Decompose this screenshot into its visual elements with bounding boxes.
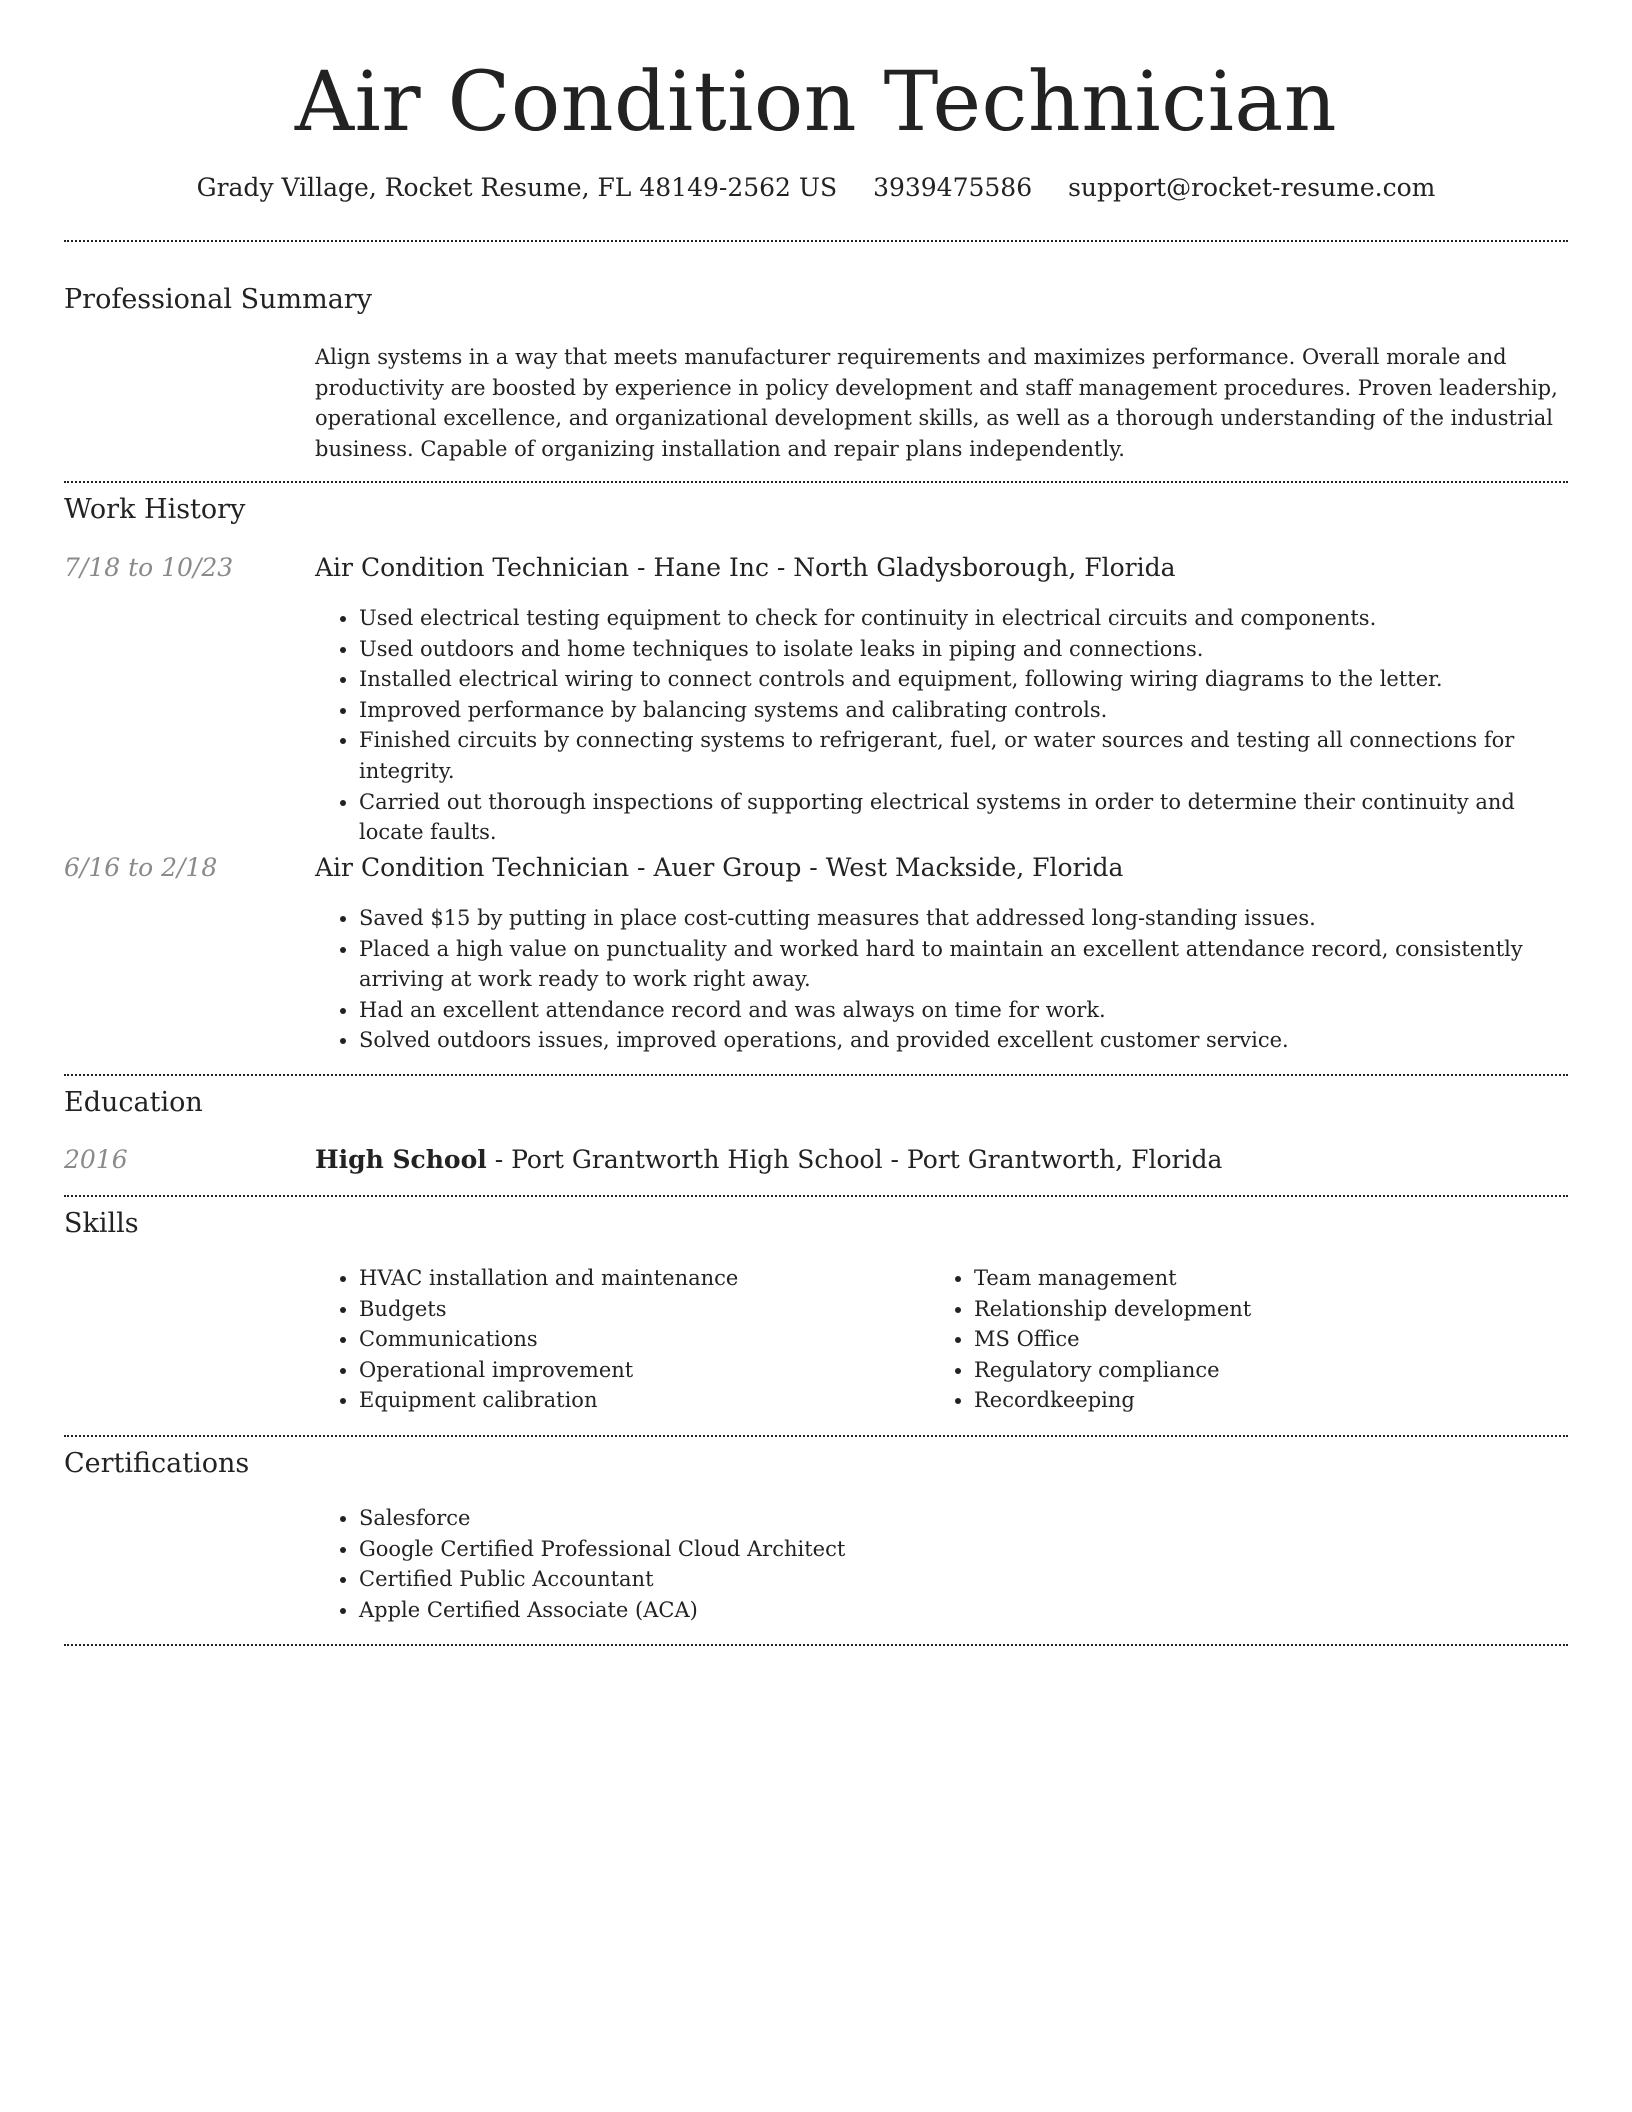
section-divider	[64, 240, 1568, 242]
section-divider	[64, 1074, 1568, 1076]
list-item: • Used electrical testing equipment to check for continuity in electrical circuits and components.	[359, 603, 1569, 634]
education-entry	[315, 1142, 1222, 1178]
work-history-heading: Work History	[64, 494, 246, 525]
section-divider	[64, 1644, 1568, 1646]
job-heading: Air Condition Technician - Auer Group - West Mackside, Florida	[315, 853, 1124, 882]
contact-address: Grady Village, Rocket Resume, FL 48149-2562 US	[196, 173, 838, 202]
education-date: 2016	[64, 1145, 128, 1174]
summary-heading: Professional Summary	[64, 284, 372, 315]
section-divider	[64, 1435, 1568, 1437]
list-item: • Google Certified Professional Cloud Architect	[359, 1534, 1569, 1565]
job-bullets	[315, 903, 1569, 1056]
education-degree: High School	[315, 1145, 487, 1174]
skills-list-left	[315, 1263, 919, 1416]
education-school: - Port Grantworth High School - Port Grantworth, Florida	[486, 1145, 1223, 1174]
list-item: • Certified Public Accountant	[359, 1564, 1569, 1595]
skills-list-right	[930, 1263, 1534, 1416]
list-item: • Used outdoors and home techniques to isolate leaks in piping and connections.	[359, 634, 1569, 665]
job-bullets	[315, 603, 1569, 848]
list-item: • Equipment calibration	[359, 1385, 919, 1416]
list-item: • Saved $15 by putting in place cost-cutting measures that addressed long-standing issues.	[359, 903, 1569, 934]
list-item: • Installed electrical wiring to connect controls and equipment, following wiring diagrams to the letter.	[359, 664, 1569, 695]
contact-phone: 3939475586	[873, 173, 1033, 202]
summary-text: Align systems in a way that meets manufacturer requirements and maximizes performance. Overall morale and productivity are boosted by experience in policy development and staff management procedures. Proven leadership, operational excellence, and organizational development skills, as well as a thorough understanding of the industrial business. Capable of organizing installation and repair plans independently.	[315, 345, 1558, 461]
list-item: • Regulatory compliance	[974, 1355, 1534, 1386]
list-item: • Placed a high value on punctuality and worked hard to maintain an excellent attendance record, consistently arriving at work ready to work right away.	[359, 934, 1569, 995]
list-item: • HVAC installation and maintenance	[359, 1263, 919, 1294]
list-item: • Salesforce	[359, 1503, 1569, 1534]
candidate-name: Air Condition Technician	[294, 55, 1338, 150]
job-dates: 6/16 to 2/18	[64, 853, 218, 882]
list-item: • Operational improvement	[359, 1355, 919, 1386]
list-item: • Budgets	[359, 1294, 919, 1325]
list-item: • Had an excellent attendance record and was always on time for work.	[359, 995, 1569, 1026]
section-divider	[64, 1195, 1568, 1197]
list-item: • Team management	[974, 1263, 1534, 1294]
list-item: • Relationship development	[974, 1294, 1534, 1325]
contact-email: support@rocket-resume.com	[1068, 173, 1436, 202]
list-item: • MS Office	[974, 1324, 1534, 1355]
list-item: • Recordkeeping	[974, 1385, 1534, 1416]
skills-heading: Skills	[64, 1208, 139, 1239]
list-item: • Carried out thorough inspections of supporting electrical systems in order to determine their continuity and locate faults.	[359, 787, 1569, 848]
list-item: • Solved outdoors issues, improved operations, and provided excellent customer service.	[359, 1025, 1569, 1056]
list-item: • Improved performance by balancing systems and calibrating controls.	[359, 695, 1569, 726]
contact-line	[0, 170, 1632, 206]
section-divider	[64, 481, 1568, 483]
certifications-heading: Certifications	[64, 1448, 250, 1479]
list-item: • Apple Certified Associate (ACA)	[359, 1595, 1569, 1626]
job-dates: 7/18 to 10/23	[64, 553, 234, 582]
list-item: • Communications	[359, 1324, 919, 1355]
education-heading: Education	[64, 1087, 203, 1118]
job-heading: Air Condition Technician - Hane Inc - North Gladysborough, Florida	[315, 553, 1176, 582]
certifications-list	[315, 1503, 1569, 1625]
list-item: • Finished circuits by connecting systems to refrigerant, fuel, or water sources and testing all connections for integrity.	[359, 725, 1569, 786]
